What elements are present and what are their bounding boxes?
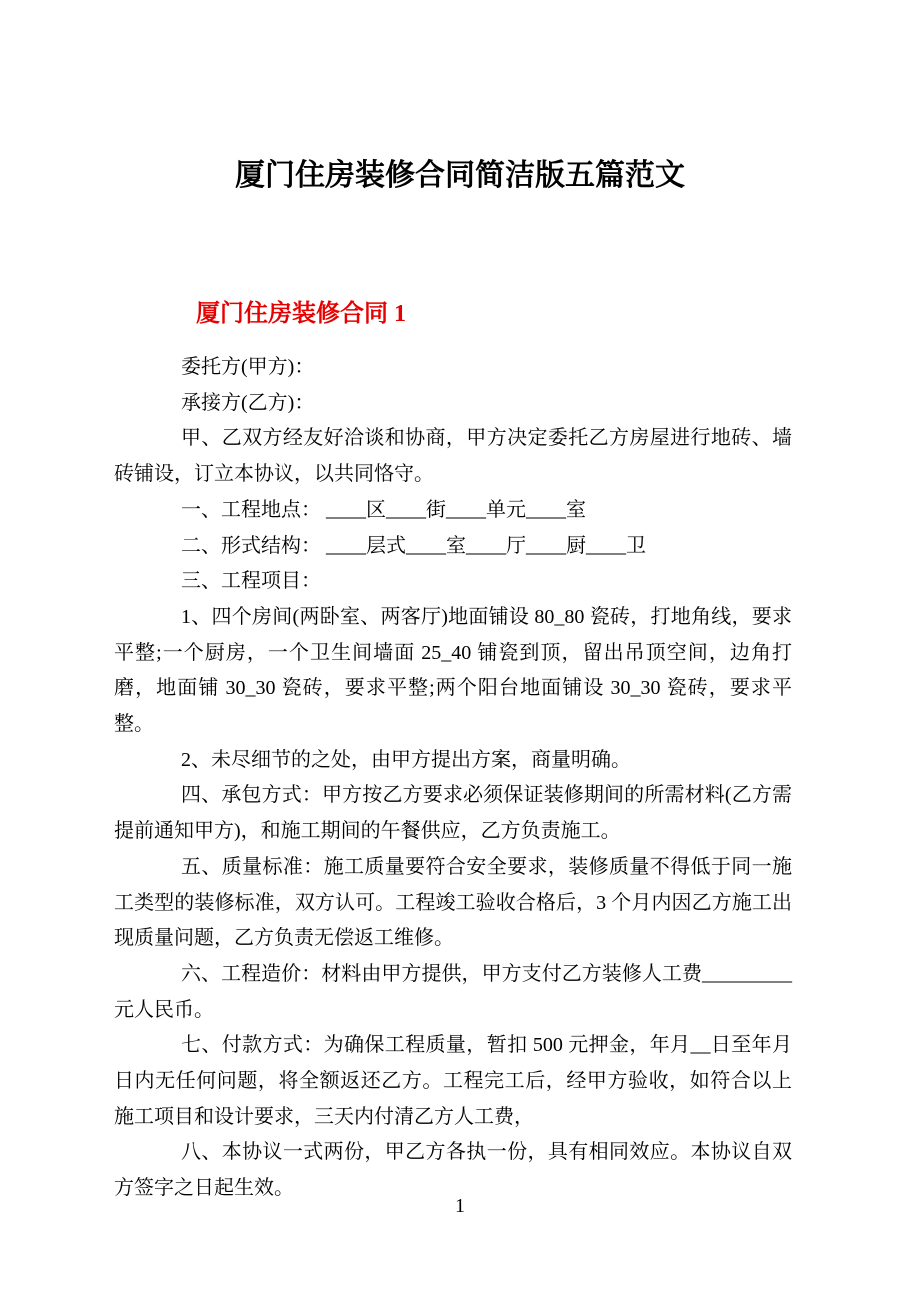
paragraph-clause-6-cost: 六、工程造价：材料由甲方提供，甲方支付乙方装修人工费_________元人民币。 xyxy=(114,962,792,1021)
paragraph-clause-7-payment: 七、付款方式：为确保工程质量，暂扣 500 元押金，年月__日至年月日内无任何问题，将全额返还乙方。工程完工后，经甲方验收，如符合以上施工项目和设计要求，三天内付清乙方人工费， xyxy=(114,1034,792,1128)
paragraph-item-2: 2、未尽细节的之处，由甲方提出方案，商量明确。 xyxy=(181,748,631,771)
paragraph-party-b: 承接方(乙方)： xyxy=(181,391,315,414)
paragraph-party-a: 委托方(甲方)： xyxy=(181,356,315,378)
paragraph-clause-3-items: 三、工程项目： xyxy=(181,570,321,593)
paragraph-preamble: 甲、乙双方经友好洽谈和协商，甲方决定委托乙方房屋进行地砖、墙砖铺设，订立本协议，以共同恪守。 xyxy=(114,427,792,486)
section-heading: 厦门住房装修合同 1 xyxy=(196,301,406,327)
paragraph-item-1: 1、四个房间(两卧室、两客厅)地面铺设 80_80 瓷砖，打地角线，要求平整;一个厨房，一个卫生间墙面 25_40 铺瓷到顶，留出吊顶空间，边角打磨，地面铺 30_30 瓷砖，要求平整;两个阳台地面铺设 30_30 瓷砖，要求平整。 xyxy=(114,605,792,736)
paragraph-clause-2-structure: 二、形式结构： ____层式____室____厅____厨____卫 xyxy=(181,534,646,557)
paragraph-clause-1-location: 一、工程地点： ____区____街____单元____室 xyxy=(181,498,586,521)
paragraph-clause-5-quality: 五、质量标准：施工质量要符合安全要求，装修质量不得低于同一施工类型的装修标准，双方认可。工程竣工验收合格后，3 个月内因乙方施工出现质量问题，乙方负责无偿返工维修。 xyxy=(114,855,792,950)
document-title: 厦门住房装修合同简洁版五篇范文 xyxy=(235,159,685,192)
paragraph-clause-4-contracting: 四、承包方式：甲方按乙方要求必须保证装修期间的所需材料(乙方需提前通知甲方)，和施工期间的午餐供应，乙方负责施工。 xyxy=(114,784,792,843)
contract-body xyxy=(114,350,792,1207)
paragraph-clause-8-copies: 八、本协议一式两份，甲乙方各执一份，具有相同效应。本协议自双方签字之日起生效。 xyxy=(114,1141,792,1200)
page-number: 1 xyxy=(455,1195,465,1217)
